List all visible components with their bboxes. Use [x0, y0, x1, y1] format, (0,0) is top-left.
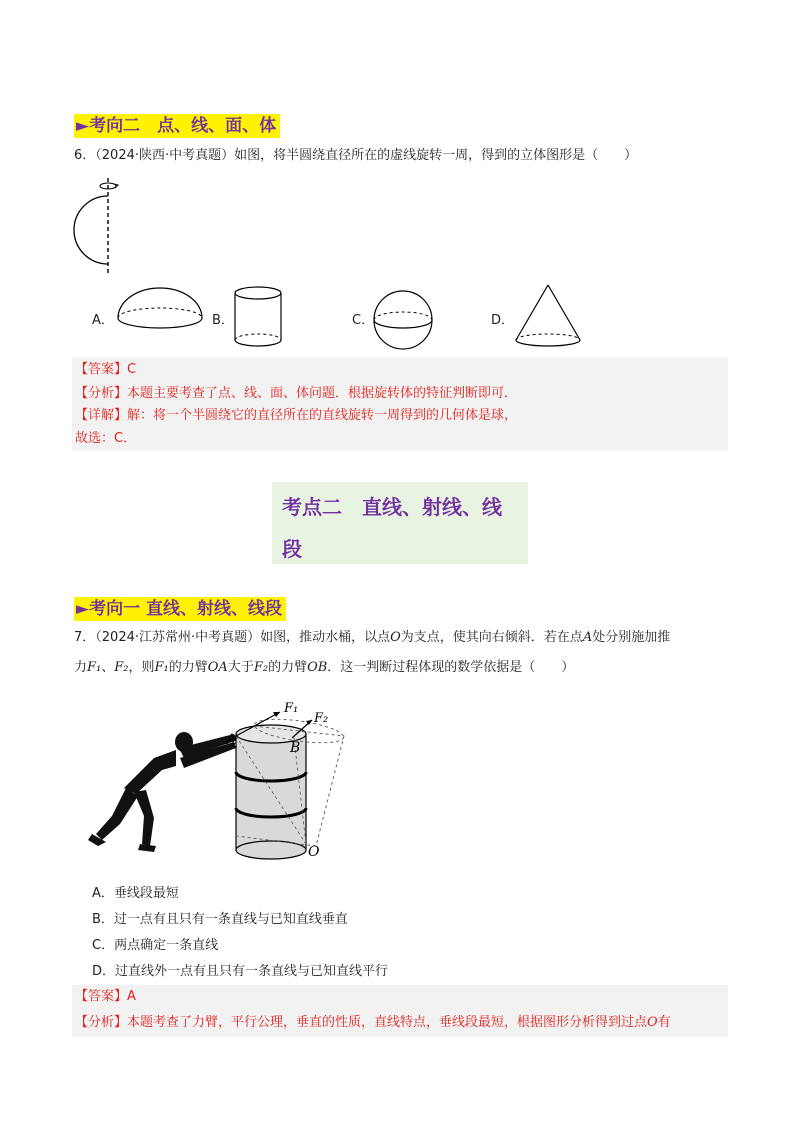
- question-7-line2: [74, 658, 574, 678]
- barrel-icon: [236, 715, 345, 859]
- hemisphere-icon: [112, 284, 212, 344]
- q7-text-segment: ，则: [128, 660, 155, 675]
- q7-analysis-point-o: O: [647, 1015, 658, 1030]
- q7-text-segment: 7．（2024·江苏常州·中考真题）如图，推动水桶，以点: [74, 630, 391, 645]
- q6-answer-box: [72, 358, 728, 450]
- cone-icon: [512, 282, 584, 350]
- q7-analysis-line: [75, 1011, 671, 1035]
- q7-force-f2: F₂: [253, 660, 269, 675]
- exam-point-heading-line2: 段: [282, 537, 302, 561]
- q6-analysis-line: 【分析】本题主要考查了点、线、面、体问题．根据旋转体的特征判断即可．: [75, 386, 518, 401]
- fig-label-f2: F₂: [314, 711, 329, 726]
- q7-barrel-figure: [84, 696, 384, 866]
- q6-answer-line: 【答案】C: [75, 362, 137, 377]
- q7-segment-oa: OA: [207, 660, 228, 675]
- fig-label-a: A: [226, 732, 237, 748]
- q7-text-segment: 处分别施加推: [592, 630, 671, 645]
- question-7-line1: [74, 628, 670, 648]
- q7-force-f1: F₁: [154, 660, 169, 675]
- q6-conclusion-line: 故选：C．: [75, 431, 137, 446]
- q6-option-b-label: B．: [212, 313, 234, 328]
- q7-answer-line: 【答案】A: [75, 989, 136, 1004]
- q6-semicircle-figure: [66, 176, 126, 278]
- q7-analysis-text: 【分析】本题考查了力臂，平行公理，垂直的性质，直线特点，垂线段最短，根据图形分析得到过点: [75, 1015, 648, 1030]
- q7-analysis-text: 有: [657, 1015, 671, 1030]
- q7-point-a: A: [582, 630, 593, 645]
- q7-force-f2: F₂: [114, 660, 129, 675]
- q7-option-d: D．过直线外一点有且只有一条直线与已知直线平行: [92, 964, 389, 979]
- q7-answer-box: [72, 985, 728, 1037]
- q7-text-segment: 、: [101, 660, 115, 675]
- q7-text-segment: 力: [74, 660, 88, 675]
- q7-text-segment: 大于: [227, 660, 254, 675]
- exam-point-heading-line1: 考点二 直线、射线、线: [282, 495, 502, 519]
- sphere-icon: [370, 288, 436, 352]
- fig-label-f1: F₁: [284, 701, 299, 716]
- q7-option-a: A．垂线段最短: [92, 886, 179, 901]
- q7-text-segment: 为支点，使其向右倾斜．若在点: [400, 630, 583, 645]
- fig-label-o: O: [308, 844, 320, 860]
- q7-force-f1: F₁: [87, 660, 102, 675]
- fig-label-b: B: [290, 740, 301, 756]
- q7-point-o: O: [390, 630, 401, 645]
- q6-option-c-label: C．: [352, 313, 375, 328]
- q7-text-segment: 的力臂: [268, 660, 308, 675]
- person-pushing-icon: [88, 732, 238, 852]
- section-heading-1: ►考向二 点、线、面、体: [74, 114, 280, 138]
- q7-text-segment: ．这一判断过程体现的数学依据是（ ）: [327, 660, 575, 675]
- section-heading-2: ►考向一 直线、射线、线段: [74, 597, 286, 621]
- q6-option-d-label: D．: [491, 313, 515, 328]
- q7-text-segment: 的力臂: [168, 660, 208, 675]
- question-6-text: 6．（2024·陕西·中考真题）如图，将半圆绕直径所在的虚线旋转一周，得到的立体图形是（ ）: [74, 148, 638, 163]
- exam-point-heading: [272, 482, 528, 564]
- q7-segment-ob: OB: [307, 660, 328, 675]
- q6-detail-line: 【详解】解：将一个半圆绕它的直径所在的直线旋转一周得到的几何体是球，: [75, 408, 518, 423]
- q7-option-c: C．两点确定一条直线: [92, 938, 219, 953]
- q7-option-b: B．过一点有且只有一条直线与已知直线垂直: [92, 912, 348, 927]
- cylinder-icon: [230, 284, 290, 350]
- q6-option-a-label: A．: [92, 313, 114, 328]
